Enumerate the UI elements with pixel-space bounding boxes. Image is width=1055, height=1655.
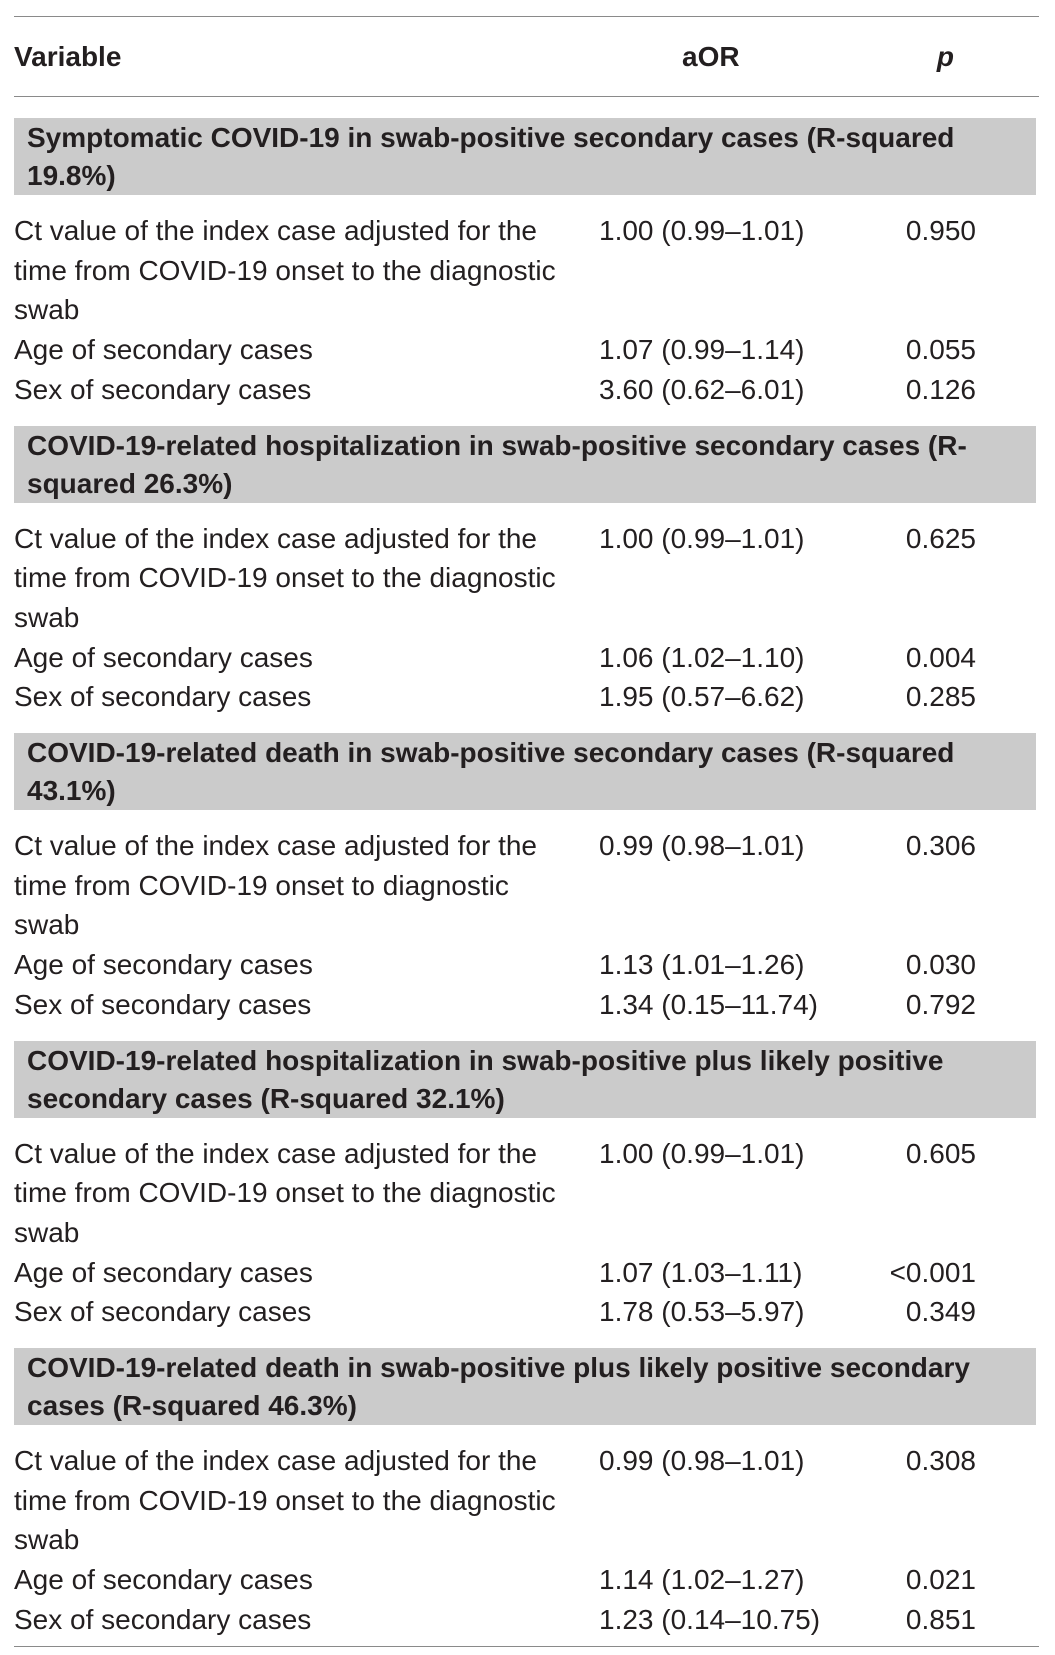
cell-p: 0.851: [905, 1603, 976, 1635]
cell-variable: Age of secondary cases: [14, 1256, 313, 1288]
cell-p: 0.306: [905, 830, 976, 862]
cell-aor: 1.06 (1.02–1.10): [599, 641, 805, 673]
cell-variable: Ct value of the index case adjusted for the time from COVID-19 onset to the diagnostic swab: [14, 522, 556, 633]
table-section: [14, 118, 1039, 410]
table-row: [14, 985, 1039, 1025]
cell-variable: Ct value of the index case adjusted for the time from COVID-19 onset to the diagnostic swab: [14, 1445, 556, 1556]
table-row: [14, 330, 1039, 370]
cell-variable: Age of secondary cases: [14, 334, 313, 366]
section-title: COVID-19-related death in swab-positive plus likely positive secondary cases (R-squared 46.3%): [14, 1348, 1036, 1425]
table-row: [14, 1441, 1039, 1560]
cell-variable: Ct value of the index case adjusted for the time from COVID-19 onset to the diagnostic swab: [14, 1137, 556, 1248]
cell-aor: 1.07 (0.99–1.14): [599, 334, 805, 366]
cell-p: 0.285: [905, 681, 976, 713]
cell-variable: Sex of secondary cases: [14, 1603, 312, 1635]
section-title: COVID-19-related hospitalization in swab-positive plus likely positive secondary cases (R-squared 32.1%): [14, 1041, 1036, 1118]
bottom-rule: [14, 1646, 1039, 1647]
section-rows: [14, 211, 1039, 410]
cell-aor: 1.95 (0.57–6.62): [599, 681, 805, 713]
cell-p: 0.605: [905, 1137, 976, 1169]
cell-aor: 1.23 (0.14–10.75): [599, 1603, 821, 1635]
table-row: [14, 1134, 1039, 1253]
header-p: p: [936, 40, 954, 72]
cell-p: 0.625: [905, 522, 976, 554]
cell-p: 0.950: [905, 215, 976, 246]
cell-variable: Sex of secondary cases: [14, 681, 312, 713]
cell-aor: 1.07 (1.03–1.11): [599, 1256, 803, 1288]
table-section: [14, 1348, 1039, 1640]
cell-aor: 3.60 (0.62–6.01): [599, 373, 805, 405]
cell-variable: Sex of secondary cases: [14, 373, 312, 405]
cell-aor: 0.99 (0.98–1.01): [599, 1445, 805, 1477]
table-row: [14, 1292, 1039, 1332]
header-aor: aOR: [682, 40, 740, 72]
table-row: [14, 1560, 1039, 1600]
section-title: Symptomatic COVID-19 in swab-positive secondary cases (R-squared 19.8%): [14, 118, 1036, 195]
cell-p: 0.021: [905, 1564, 976, 1596]
table-row: [14, 1600, 1039, 1640]
cell-aor: 1.00 (0.99–1.01): [599, 1137, 805, 1169]
table-body: [14, 97, 1039, 1640]
cell-p: <0.001: [889, 1256, 976, 1288]
section-rows: [14, 519, 1039, 718]
table-header: [14, 17, 1039, 96]
cell-variable: Ct value of the index case adjusted for the time from COVID-19 onset to diagnostic swab: [14, 830, 537, 941]
cell-aor: 1.00 (0.99–1.01): [599, 522, 805, 554]
cell-variable: Age of secondary cases: [14, 949, 313, 981]
cell-aor: 1.13 (1.01–1.26): [599, 949, 805, 981]
cell-variable: Ct value of the index case adjusted for the time from COVID-19 onset to the diagnostic swab: [14, 215, 556, 326]
cell-variable: Age of secondary cases: [14, 641, 313, 673]
cell-variable: Sex of secondary cases: [14, 1296, 312, 1328]
table-row: [14, 519, 1039, 638]
cell-p: 0.126: [905, 373, 976, 405]
table-row: [14, 677, 1039, 717]
cell-aor: 1.78 (0.53–5.97): [599, 1296, 805, 1328]
cell-p: 0.308: [905, 1445, 976, 1477]
cell-aor: 1.14 (1.02–1.27): [599, 1564, 805, 1596]
section-title: COVID-19-related hospitalization in swab-positive secondary cases (R-squared 26.3%): [14, 426, 1036, 503]
cell-aor: 0.99 (0.98–1.01): [599, 830, 805, 862]
table-section: [14, 1041, 1039, 1333]
cell-variable: Age of secondary cases: [14, 1564, 313, 1596]
regression-table: [14, 16, 1039, 1647]
cell-p: 0.004: [905, 641, 976, 673]
table-section: [14, 426, 1039, 718]
section-rows: [14, 1441, 1039, 1640]
cell-p: 0.792: [905, 988, 976, 1020]
cell-p: 0.030: [905, 949, 976, 981]
table-row: [14, 1253, 1039, 1293]
table-row: [14, 211, 1039, 330]
cell-aor: 1.00 (0.99–1.01): [599, 215, 805, 246]
cell-variable: Sex of secondary cases: [14, 988, 312, 1020]
cell-aor: 1.34 (0.15–11.74): [599, 988, 818, 1020]
section-title: COVID-19-related death in swab-positive secondary cases (R-squared 43.1%): [14, 733, 1036, 810]
table-row: [14, 945, 1039, 985]
cell-p: 0.055: [905, 334, 976, 366]
section-rows: [14, 826, 1039, 1025]
table-row: [14, 638, 1039, 678]
table-section: [14, 733, 1039, 1025]
section-rows: [14, 1134, 1039, 1333]
header-variable: Variable: [14, 40, 122, 72]
table-row: [14, 826, 1039, 945]
table-row: [14, 370, 1039, 410]
cell-p: 0.349: [905, 1296, 976, 1328]
